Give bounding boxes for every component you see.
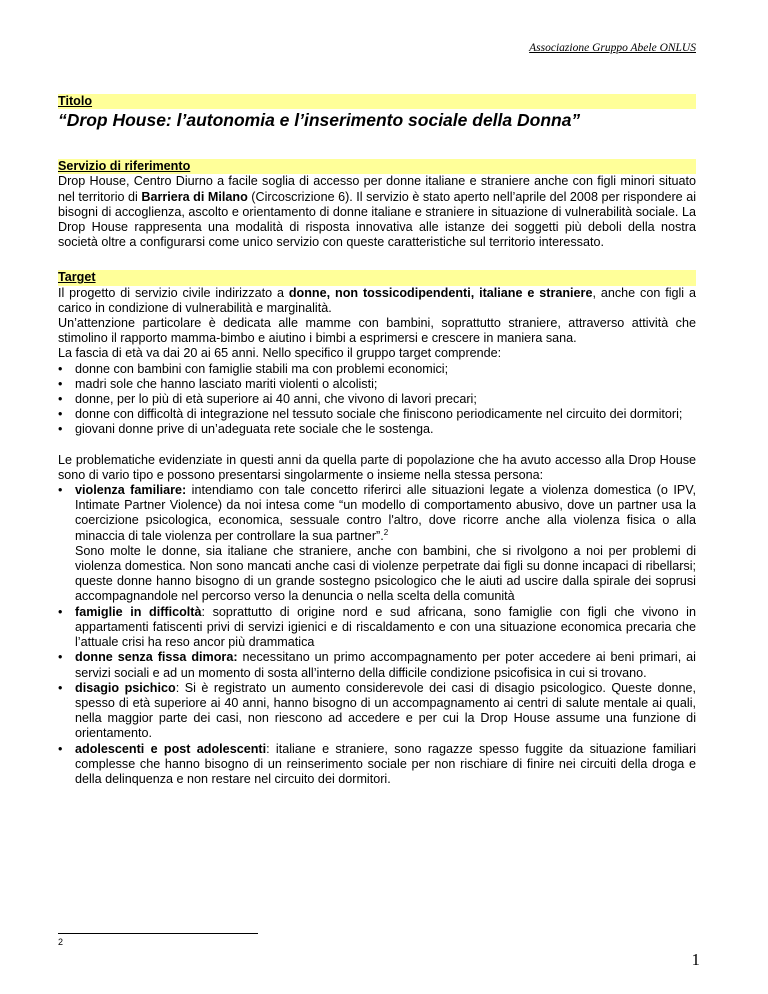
- document-body: [58, 94, 696, 787]
- section-heading-servizio: Servizio di riferimento: [58, 159, 696, 174]
- bullet-icon: •: [58, 741, 63, 756]
- bullet-icon: •: [58, 392, 63, 407]
- problems-intro: Le problematiche evidenziate in questi anni da quella parte di popolazione che ha avuto accesso alla Drop House sono di vario tipo e possono presentarsi singolarmente o insieme nella stessa persona:: [58, 452, 696, 482]
- problem-title: famiglie in difficoltà: [75, 604, 202, 619]
- problem-text: : Si è registrato un aumento considerevole dei casi di disagio psicologico. Queste donne, spesso di età superiore ai 40 anni, hanno bisogno di un accompagnamento ai centri di salute mentale ai quali, nella maggior parte dei casi, non riescono ad accedere e per cui la Drop House assume una funzione di orientamento.: [75, 680, 697, 741]
- problem-title: violenza familiare:: [75, 483, 187, 498]
- service-location: Barriera di Milano: [141, 189, 248, 204]
- target-paragraph-2: Un’attenzione particolare è dedicata alle mamme con bambini, soprattutto straniere, attraverso attività che stimolino il rapporto mamma-bimbo e aiutino i bimbi a esprimersi e crescere in maniera sana.: [58, 316, 696, 346]
- target-section: [58, 270, 696, 787]
- problem-item-families: [58, 605, 696, 651]
- document-title: “Drop House: l’autonomia e l’inserimento sociale della Donna”: [58, 110, 581, 131]
- bullet-icon: •: [58, 604, 63, 619]
- problem-text: : soprattutto di origine nord e sud africana, sono famiglie con figli che vivono in appartamenti fatiscenti privi di servizi igienici e di riscaldamento e con una situazione economica precaria che l’attuale crisi ha reso ancor più drammatica: [75, 604, 696, 650]
- target-paragraph-3: La fascia di età va dai 20 ai 65 anni. Nello specifico il gruppo target comprende:: [58, 346, 502, 361]
- problem-item-homeless: [58, 650, 696, 680]
- footnote: 2: [58, 937, 64, 947]
- list-item: [58, 377, 696, 392]
- target-group: donne, non tossicodipendenti, italiane e straniere: [288, 285, 593, 300]
- target-bullet-list: [58, 362, 696, 438]
- title-section: [58, 94, 696, 131]
- problem-title: adolescenti e post adolescenti: [75, 741, 267, 756]
- service-section: [58, 159, 696, 250]
- section-heading-target: Target: [58, 270, 696, 285]
- list-item-text: donne con bambini con famiglie stabili ma con problemi economici;: [75, 361, 449, 376]
- bullet-icon: •: [58, 483, 63, 498]
- bullet-icon: •: [58, 407, 63, 422]
- page-header: Associazione Gruppo Abele ONLUS: [529, 42, 696, 54]
- problem-title: disagio psichico: [75, 680, 176, 695]
- bullet-icon: •: [58, 376, 63, 391]
- target-paragraph-1: [58, 286, 696, 316]
- list-item: [58, 422, 696, 437]
- problem-text: : italiane e straniere, sono ragazze spesso fuggite da situazione familiari complesse che hanno bisogno di un reinserimento sociale per non rischiare di finire nei circuiti della droga e della delinquenza e non restare nel circuito dei dormitori.: [75, 741, 696, 786]
- bullet-icon: •: [58, 650, 63, 665]
- problems-list: [58, 483, 696, 787]
- list-item-text: donne con difficoltà di integrazione nel tessuto sociale che finiscono periodicamente nel circuito dei dormitori;: [75, 407, 683, 422]
- problem-extra-text: Sono molte le donne, sia italiane che straniere, anche con bambini, che si rivolgono a noi per problemi di violenza domestica. Non sono mancati anche casi di violenze perpetrate dai figli su donne incapaci di ribellarsi; queste donne hanno bisogno di un grande sostegno psicologico che le aiuti ad uscire dalla spirale dei soprusi accompagnandole nel percorso verso la denuncia o nella scelta della comunità: [75, 543, 696, 604]
- footnote-ref: 2: [383, 527, 389, 537]
- footnote-separator: [58, 933, 258, 934]
- bullet-icon: •: [58, 361, 63, 376]
- list-item-text: donne, per lo più di età superiore ai 40 anni, che vivono di lavori precari;: [75, 392, 477, 407]
- service-text-a: Drop House, Centro Diurno a facile soglia di accesso per donne italiane e straniere anche con figli minori situato nel territorio di: [58, 174, 696, 204]
- bullet-icon: •: [58, 422, 63, 437]
- target-text-a: Il progetto di servizio civile indirizzato a: [58, 285, 289, 300]
- list-item-text: giovani donne prive di un’adeguata rete sociale che le sostenga.: [75, 422, 434, 437]
- problem-item-violence: [58, 483, 696, 605]
- problem-title: donne senza fissa dimora:: [75, 650, 238, 665]
- list-item-text: madri sole che hanno lasciato mariti violenti o alcolisti;: [75, 376, 378, 391]
- service-paragraph: [58, 174, 696, 250]
- problem-text: intendiamo con tale concetto riferirci alle situazioni legate a violenza domestica (o IPV, Intimate Partner Violence) da noi intesa come “un modello di comportamento abusivo, dove un partner usa la coercizione psicologica, economica, sessuale contro l'altro, dove ricorre anche alla violenza fisica o alla minaccia di tale violenza per controllare la sua partner”.: [75, 483, 696, 543]
- list-item: [58, 407, 696, 422]
- list-item: [58, 362, 696, 377]
- target-text-b: , anche con figli a carico in condizione di vulnerabilità e marginalità.: [58, 285, 696, 315]
- bullet-icon: •: [58, 680, 63, 695]
- page-number: 1: [691, 950, 700, 969]
- section-heading-titolo: Titolo: [58, 94, 696, 109]
- problem-item-adolescents: [58, 742, 696, 788]
- service-text-b: (Circoscrizione 6). Il servizio è stato aperto nell’aprile del 2008 per rispondere ai bisogni di accoglienza, ascolto e orientamento di donne italiane e straniere in situazione di vulnerabilità sociale. La Drop House rappresenta una modalità di risposta innovativa alle istanze dei soggetti più deboli della nostra società oltre a configurarsi come unico servizio con queste caratteristiche sul territorio interessato.: [58, 189, 697, 250]
- problem-text: necessitano un primo accompagnamento per poter accedere ai beni primari, ai servizi sociali e ad un momento di sosta all’interno della difficile condizione psicofisica in cui si trovano.: [75, 650, 696, 680]
- list-item: [58, 392, 696, 407]
- problem-item-psychic: [58, 681, 696, 742]
